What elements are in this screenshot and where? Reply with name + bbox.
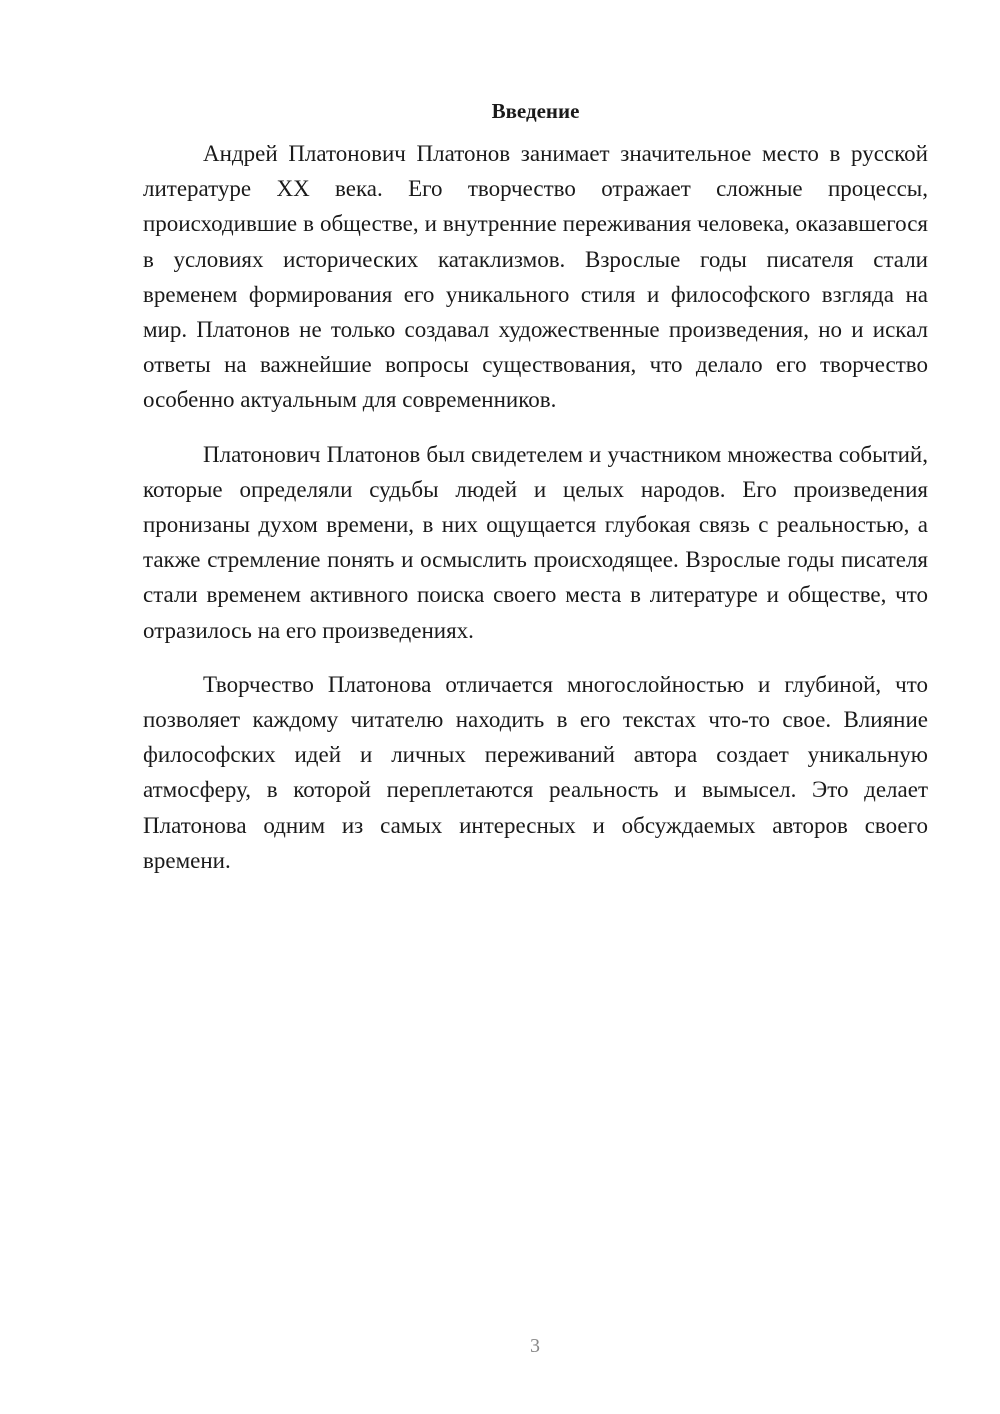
section-heading: Введение — [491, 99, 580, 123]
page-number: 3 — [530, 1335, 540, 1357]
page-content — [143, 96, 928, 897]
paragraph-1: Андрей Платонович Платонов занимает значительное место в русской литературе XX века. Его творчество отражает сложные процессы, происходившие в обществе, и внутренние переживания человека, оказавшегося в условиях исторических катаклизмов. Взрослые годы писателя стали временем формирования его уникального стиля и философского взгляда на мир. Платонов не только создавал художественные произведения, но и искал ответы на важнейшие вопросы существования, что делало его творчество особенно актуальным для современников. — [143, 141, 928, 413]
paragraph-3: Творчество Платонова отличается многослойностью и глубиной, что позволяет каждому читателю находить в его текстах что-то свое. Влияние философских идей и личных переживаний автора создает уникальную атмосферу, в которой переплетаются реальность и вымысел. Это делает Платонова одним из самых интересных и обсуждаемых авторов своего времени. — [143, 671, 928, 873]
paragraph-2: Платонович Платонов был свидетелем и участником множества событий, которые определяли судьбы людей и целых народов. Его произведения пронизаны духом времени, в них ощущается глубокая связь с реальностью, а также стремление понять и осмыслить происходящее. Взрослые годы писателя стали временем активного поиска своего места в литературе и обществе, что отразилось на его произведениях. — [143, 441, 928, 643]
